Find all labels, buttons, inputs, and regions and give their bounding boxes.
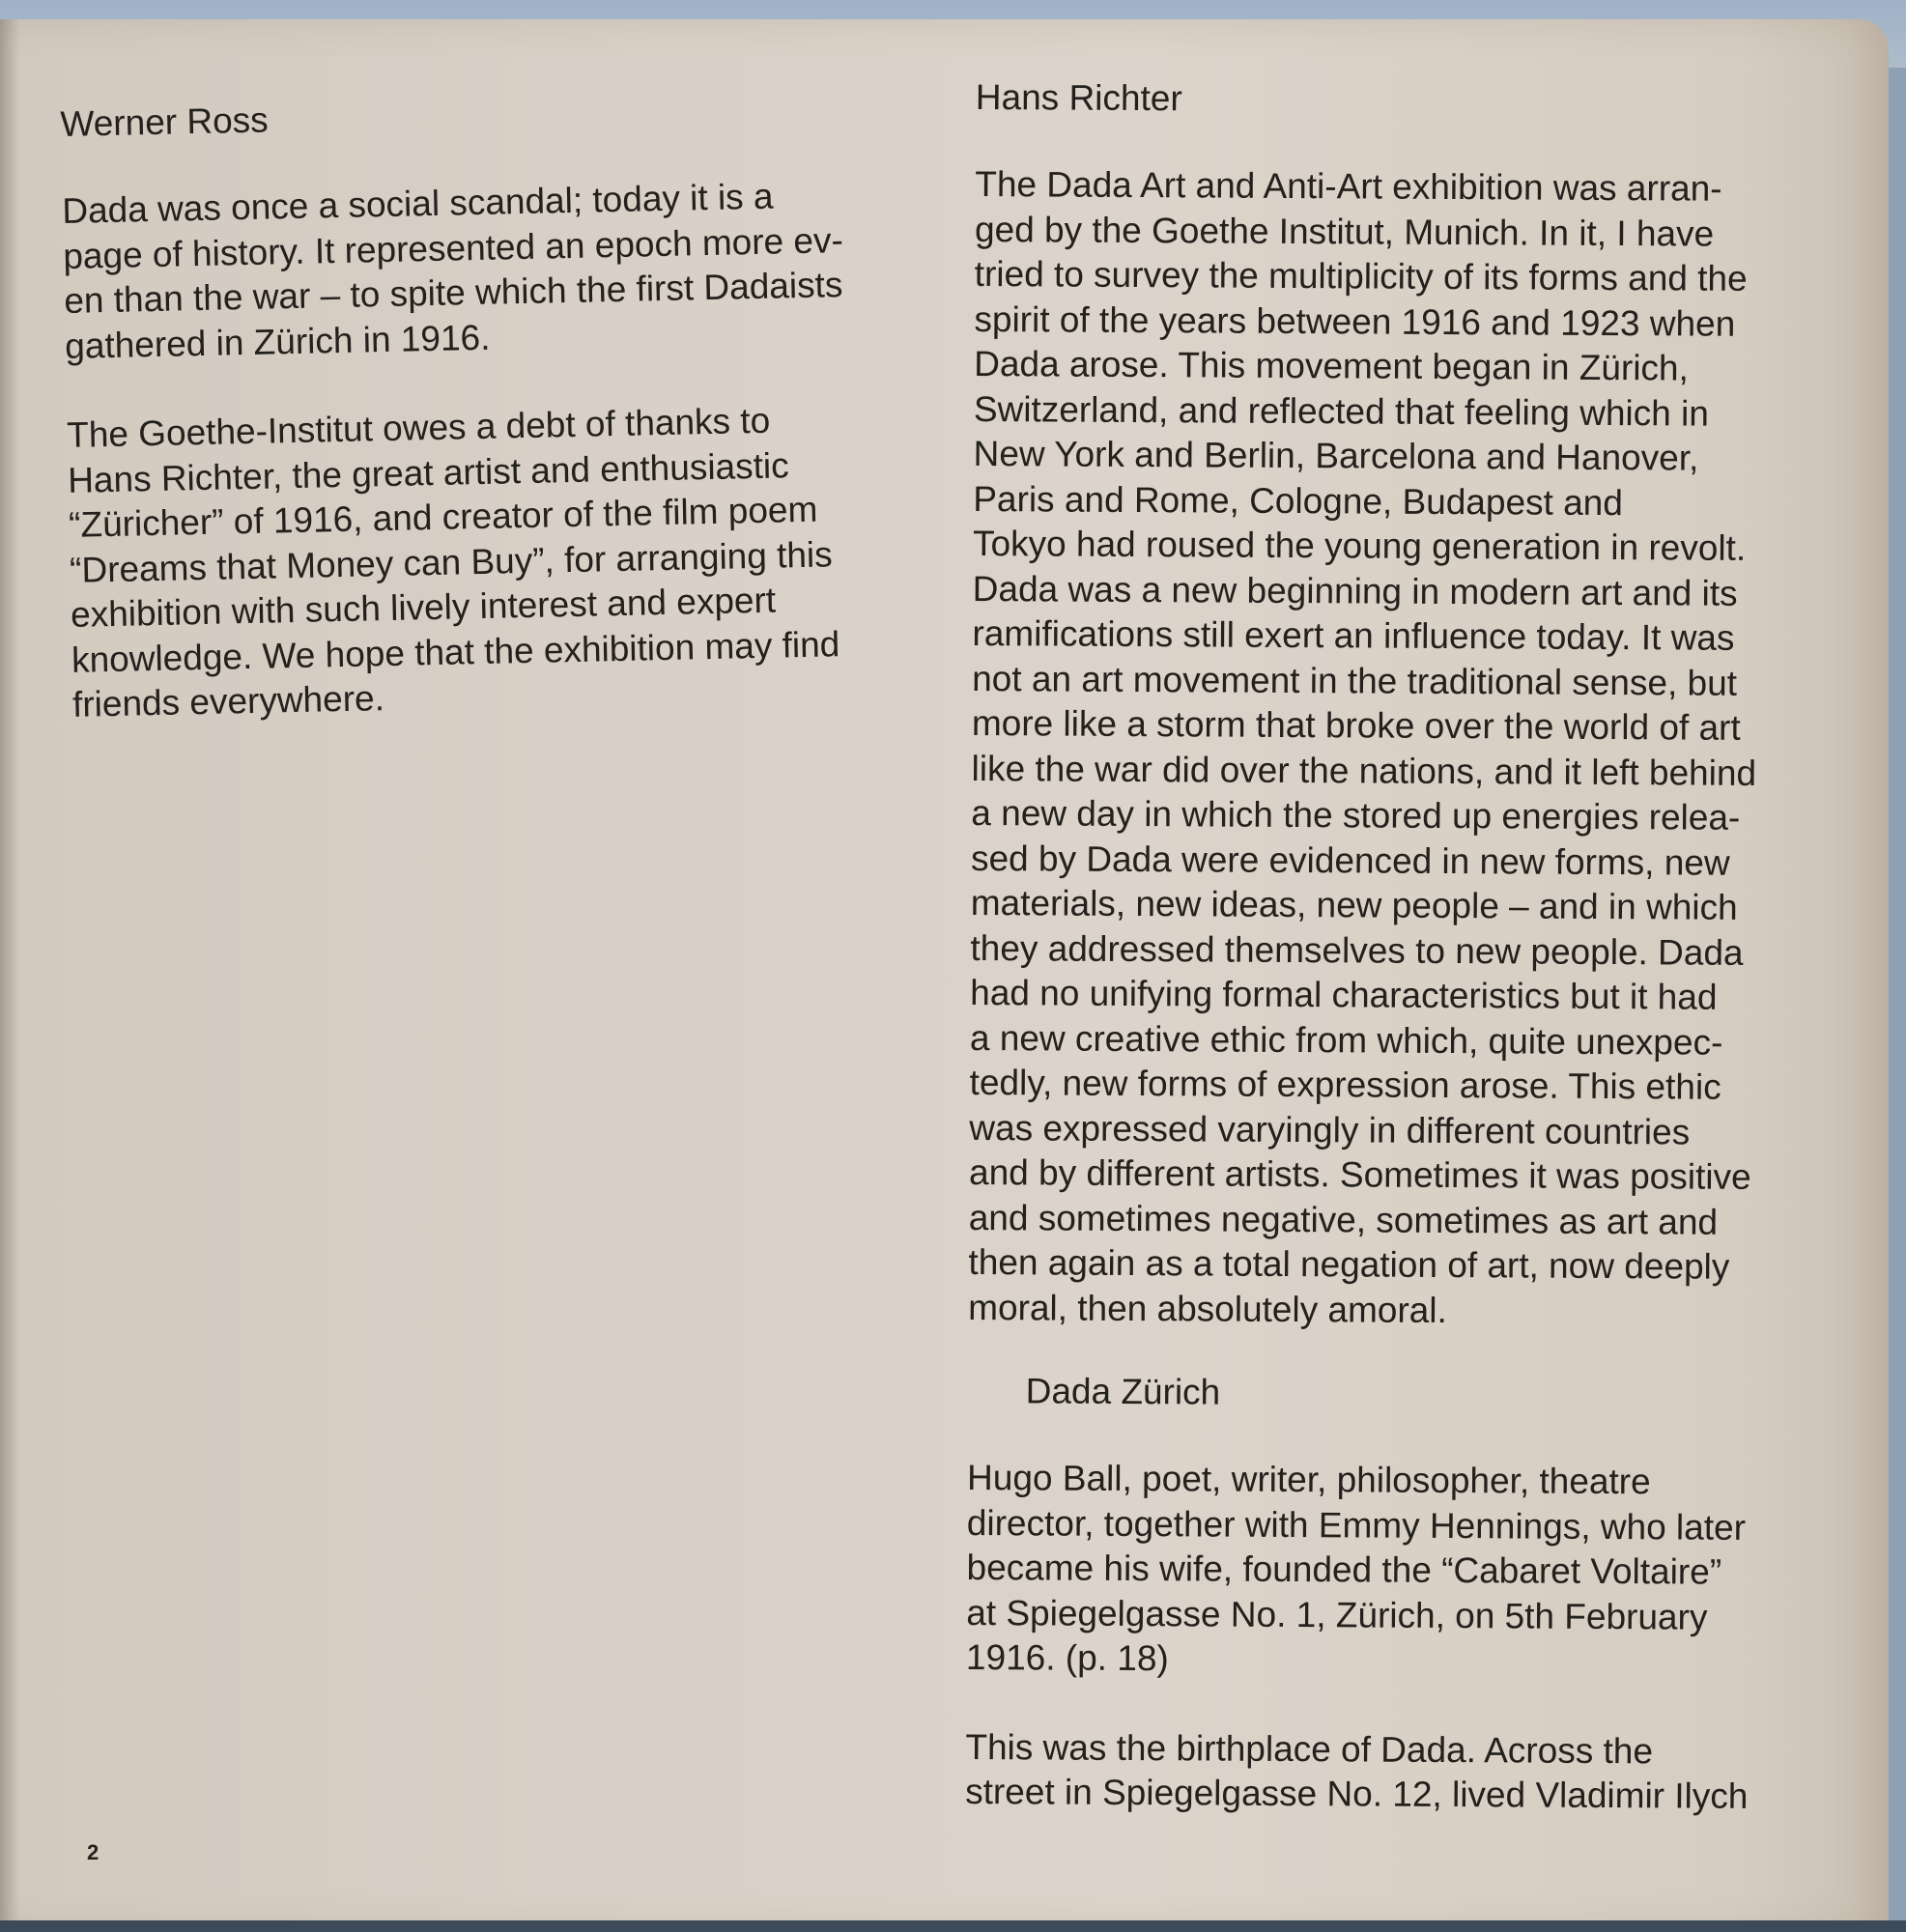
right-column (965, 75, 1855, 1820)
right-section-paragraph-1: Hugo Ball, poet, writer, philosopher, theatre director, together with Emmy Hennings, who later became his wife, founded the “Cabaret Voltaire” at Spiegelgasse No. 1, Zürich, on 5th February 1916. (p. 18) (965, 1457, 1747, 1679)
left-paragraph-2: The Goethe-Institut owes a debt of thanks to Hans Richter, the great artist and enthusiastic “Züricher” of 1916, and creator of the film poem “Dreams that Money can Buy”, for arranging this exhibition with such lively interest and expert knowledge. We hope that the exhibition may find friends everywhere. (66, 400, 840, 724)
left-paragraph-1: Dada was once a social scandal; today it is a page of history. It represented an epoch more ev- en than the war – to spite which the first Dadaists gathered in Zürich in 1916. (61, 176, 844, 366)
right-intro-paragraph: The Dada Art and Anti-Art exhibition was arran- ged by the Goethe Institut, Munich. In it, I have tried to survey the multiplicity of its forms and the spirit of the years between 1916 and 1923 when Dada arose. This movement began in Zürich, Switzerland, and reflected that feeling which in New York and Berlin, Barcelona and Hanover, Paris and Rome, Cologne, Budapest and Tokyo had roused the young generation in revolt. Dada was a new beginning in modern art and its ramifications still exert an influence today. It was not an art movement in the traditional sense, but more like a storm that broke over the world of art like the war did over the nations, and it left behind a new day in which the stored up energies relea- sed by Dada were evidenced in new forms, new materials, new ideas, new people – and in which they addressed themselves to new people. Dada had no unifying formal characteristics but it had a new creative ethic from which, quite unexpec- tedly, new forms of expression arose. This ethic was expressed varyingly in different countries and by different artists. Sometimes it was positive and sometimes negative, sometimes as art and then again as a total negation of art, now deeply moral, then absolutely amoral. (968, 163, 1757, 1330)
bottom-edge (0, 1920, 1906, 1932)
right-author-heading: Hans Richter (975, 76, 1182, 119)
left-author-heading: Werner Ross (60, 99, 270, 144)
page-number: 2 (87, 1840, 100, 1864)
right-section-paragraph-2: This was the birthplace of Dada. Across the street in Spiegelgasse No. 12, lived Vladimir Ilych (965, 1726, 1749, 1816)
spine-shadow (0, 19, 19, 1932)
left-column (60, 84, 942, 727)
section-title: Dada Zürich (1025, 1371, 1221, 1412)
